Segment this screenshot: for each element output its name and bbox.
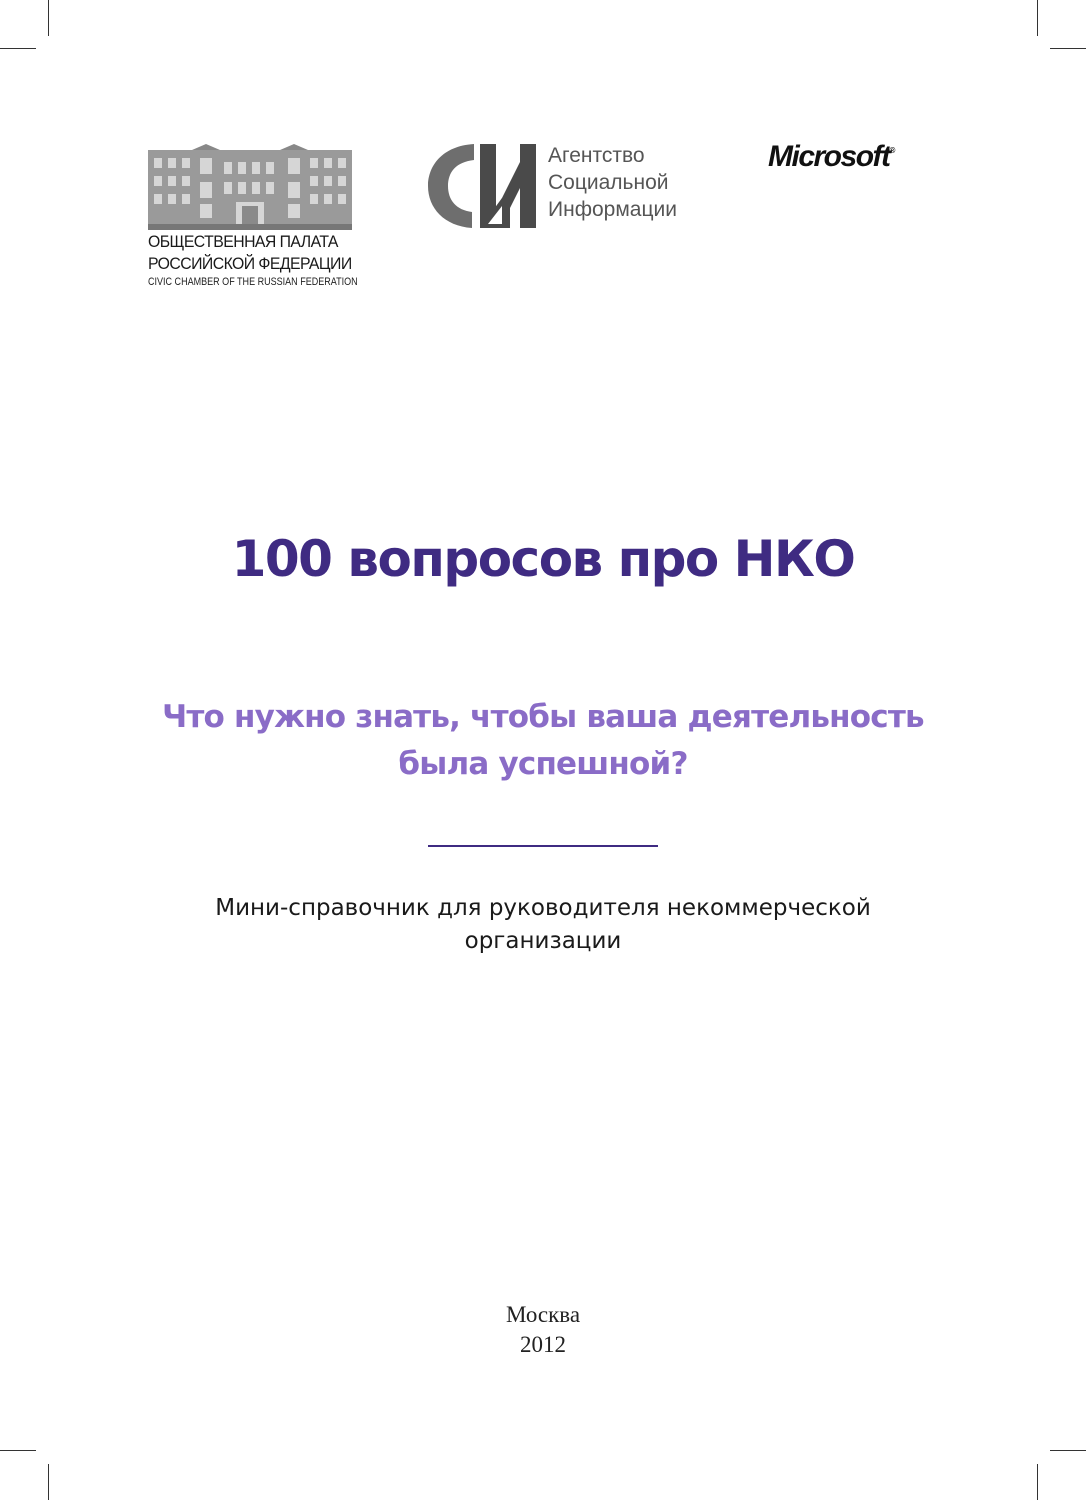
subtitle-line2: была успешной? — [398, 746, 688, 782]
microsoft-logo — [768, 140, 894, 174]
crop-mark-bottom-right-h — [1050, 1450, 1086, 1451]
crop-mark-bottom-left-v — [48, 1464, 49, 1500]
civic-chamber-name-line1: ОБЩЕСТВЕННАЯ ПАЛАТА — [148, 232, 338, 251]
crop-mark-bottom-left-h — [0, 1450, 36, 1451]
civic-chamber-name-english: CIVIC CHAMBER OF THE RUSSIAN FEDERATION — [148, 276, 358, 288]
divider — [428, 845, 658, 847]
microsoft-trademark: ® — [889, 146, 894, 155]
page-title: 100 вопросов про НКО — [231, 530, 855, 588]
microsoft-wordmark: Microsoft — [768, 140, 890, 173]
subtitle-line1: Что нужно знать, чтобы ваша деятельность — [162, 699, 924, 735]
crop-mark-top-right-h — [1050, 48, 1086, 49]
asi-mark-icon — [428, 140, 546, 232]
description-line1: Мини-справочник для руководителя некоммерческой — [215, 895, 871, 921]
civic-chamber-logo — [148, 144, 358, 294]
description-line2: организации — [464, 928, 622, 954]
crop-mark-top-right-v — [1037, 0, 1038, 36]
asi-name-line3: Информации — [548, 198, 677, 221]
civic-chamber-name-line2: РОССИЙСКОЙ ФЕДЕРАЦИИ — [148, 254, 352, 273]
page-subtitle — [100, 694, 986, 788]
building-icon — [148, 144, 352, 230]
crop-mark-top-left-v — [48, 0, 49, 36]
asi-name-line1: Агентство — [548, 144, 645, 167]
crop-mark-top-left-h — [0, 48, 36, 49]
description — [150, 892, 936, 958]
crop-mark-bottom-right-v — [1037, 1464, 1038, 1500]
asi-logo — [428, 140, 698, 232]
imprint-year: 2012 — [520, 1332, 566, 1357]
imprint-city: Москва — [505, 1302, 581, 1327]
asi-name-line2: Социальной — [548, 171, 669, 194]
